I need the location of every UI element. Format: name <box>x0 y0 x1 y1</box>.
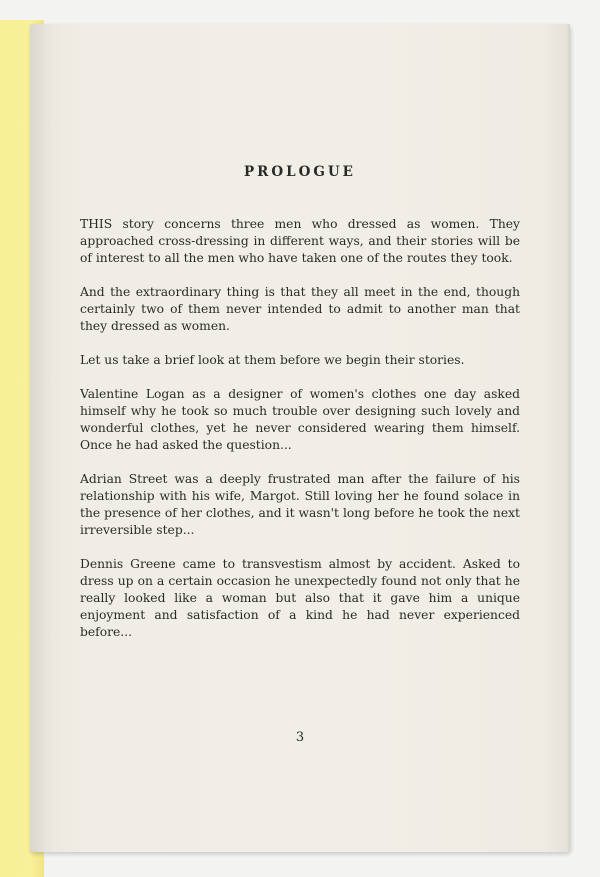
page-heading: PROLOGUE <box>244 164 356 180</box>
paragraph-4: Valentine Logan as a designer of women's clothes one day asked himself why he took so much trouble over designing such lovely and wonderful clothes, yet he never considered wearing them himself. Once he had asked the question... <box>80 387 520 452</box>
prologue-body <box>80 216 520 658</box>
paragraph-2: And the extraordinary thing is that they all meet in the end, though certainly two of them never intended to admit to another man that they dressed as women. <box>80 285 520 333</box>
paragraph-1: THIS story concerns three men who dressed as women. They approached cross-dressing in different ways, and their stories will be of interest to all the men who have taken one of the routes they took. <box>80 217 520 265</box>
paragraph-5: Adrian Street was a deeply frustrated man after the failure of his relationship with his wife, Margot. Still loving her he found solace in the presence of her clothes, and it wasn't long before he took the next irreversible step... <box>80 472 520 537</box>
paragraph-3: Let us take a brief look at them before we begin their stories. <box>80 353 465 367</box>
paragraph-6: Dennis Greene came to transvestism almost by accident. Asked to dress up on a certain occasion he unexpectedly found not only that he really looked like a woman but also that it gave him a unique enjoyment and satisfaction of a kind he had never experienced before... <box>80 557 520 639</box>
page-number: 3 <box>295 730 305 745</box>
page-edge <box>566 24 570 852</box>
book-page <box>30 24 570 852</box>
